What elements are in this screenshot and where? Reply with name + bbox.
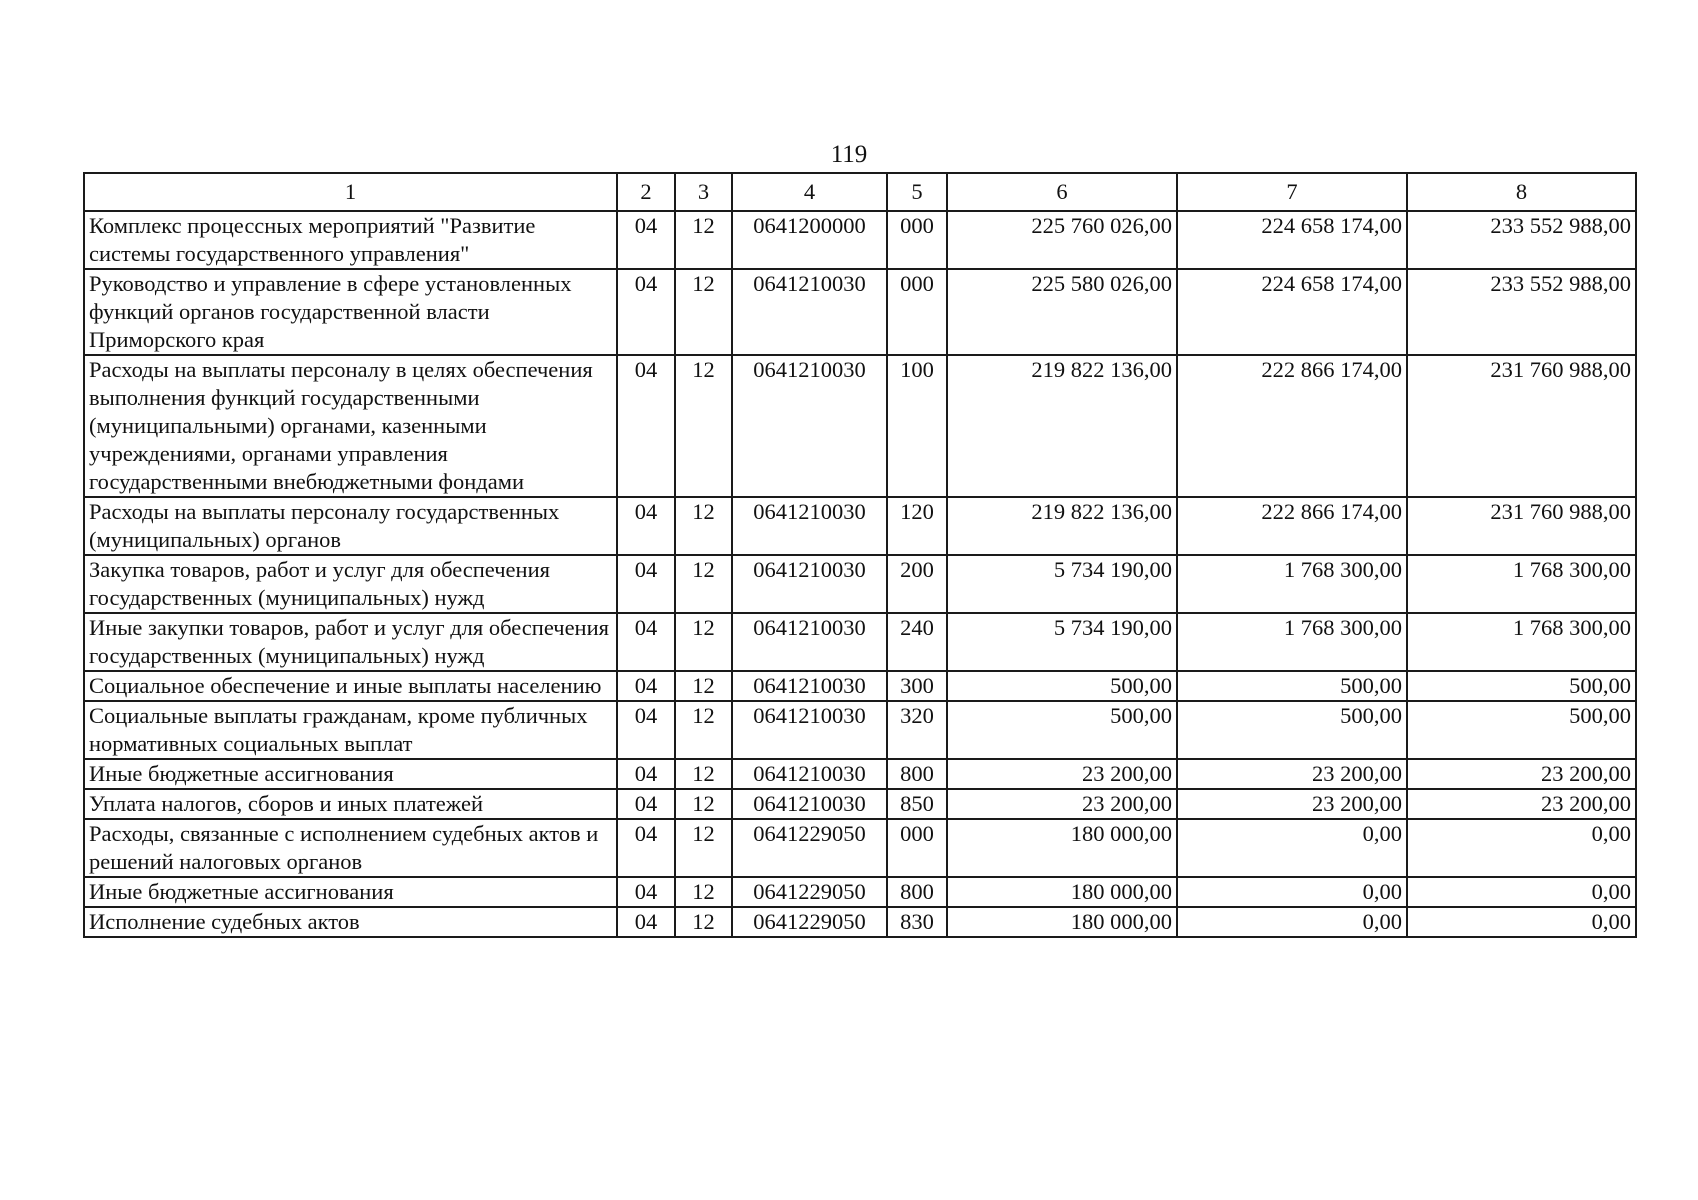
- row-expense-type: 850: [887, 789, 947, 819]
- row-section: 04: [617, 907, 675, 937]
- row-amount-8: 1 768 300,00: [1407, 555, 1636, 613]
- row-expense-type: 800: [887, 877, 947, 907]
- row-amount-6: 5 734 190,00: [947, 613, 1177, 671]
- row-amount-8: 0,00: [1407, 907, 1636, 937]
- row-expense-type: 240: [887, 613, 947, 671]
- row-amount-8: 500,00: [1407, 671, 1636, 701]
- row-amount-6: 225 580 026,00: [947, 269, 1177, 355]
- row-subsection: 12: [675, 497, 732, 555]
- row-amount-8: 233 552 988,00: [1407, 269, 1636, 355]
- row-expense-type: 200: [887, 555, 947, 613]
- row-name: Расходы на выплаты персоналу государственных (муниципальных) органов: [84, 497, 617, 555]
- table-row: [84, 877, 1636, 907]
- column-header-3: 3: [675, 173, 732, 211]
- row-subsection: 12: [675, 211, 732, 269]
- column-header-6: 6: [947, 173, 1177, 211]
- row-section: 04: [617, 355, 675, 497]
- row-amount-6: 500,00: [947, 671, 1177, 701]
- column-header-7: 7: [1177, 173, 1407, 211]
- table-row: [84, 789, 1636, 819]
- row-amount-6: 500,00: [947, 701, 1177, 759]
- row-subsection: 12: [675, 701, 732, 759]
- table-row: [84, 907, 1636, 937]
- row-target-code: 0641210030: [732, 497, 887, 555]
- row-subsection: 12: [675, 877, 732, 907]
- row-amount-8: 231 760 988,00: [1407, 497, 1636, 555]
- row-amount-8: 23 200,00: [1407, 789, 1636, 819]
- budget-table: [83, 172, 1637, 938]
- table-row: [84, 613, 1636, 671]
- page-number: 119: [830, 141, 868, 168]
- row-amount-6: 225 760 026,00: [947, 211, 1177, 269]
- table-row: [84, 211, 1636, 269]
- row-target-code: 0641210030: [732, 555, 887, 613]
- row-expense-type: 300: [887, 671, 947, 701]
- row-amount-6: 23 200,00: [947, 789, 1177, 819]
- row-subsection: 12: [675, 671, 732, 701]
- row-amount-8: 1 768 300,00: [1407, 613, 1636, 671]
- row-amount-6: 180 000,00: [947, 877, 1177, 907]
- row-amount-7: 1 768 300,00: [1177, 555, 1407, 613]
- column-header-4: 4: [732, 173, 887, 211]
- row-target-code: 0641210030: [732, 671, 887, 701]
- row-amount-7: 500,00: [1177, 671, 1407, 701]
- row-amount-7: 222 866 174,00: [1177, 497, 1407, 555]
- row-target-code: 0641210030: [732, 759, 887, 789]
- row-amount-7: 23 200,00: [1177, 759, 1407, 789]
- row-section: 04: [617, 819, 675, 877]
- row-target-code: 0641210030: [732, 701, 887, 759]
- row-name: Иные бюджетные ассигнования: [84, 877, 617, 907]
- table-row: [84, 555, 1636, 613]
- row-name: Социальные выплаты гражданам, кроме публичных нормативных социальных выплат: [84, 701, 617, 759]
- row-amount-8: 0,00: [1407, 877, 1636, 907]
- row-amount-7: 0,00: [1177, 877, 1407, 907]
- row-subsection: 12: [675, 819, 732, 877]
- row-amount-7: 222 866 174,00: [1177, 355, 1407, 497]
- row-expense-type: 320: [887, 701, 947, 759]
- row-amount-7: 224 658 174,00: [1177, 211, 1407, 269]
- table-row: [84, 497, 1636, 555]
- header-row: [84, 173, 1636, 211]
- table-row: [84, 269, 1636, 355]
- row-name: Уплата налогов, сборов и иных платежей: [84, 789, 617, 819]
- row-target-code: 0641200000: [732, 211, 887, 269]
- table-row: [84, 701, 1636, 759]
- row-amount-7: 23 200,00: [1177, 789, 1407, 819]
- row-amount-6: 5 734 190,00: [947, 555, 1177, 613]
- row-amount-6: 180 000,00: [947, 819, 1177, 877]
- row-amount-6: 219 822 136,00: [947, 497, 1177, 555]
- row-name: Социальное обеспечение и иные выплаты населению: [84, 671, 617, 701]
- row-target-code: 0641210030: [732, 613, 887, 671]
- row-amount-8: 233 552 988,00: [1407, 211, 1636, 269]
- row-expense-type: 000: [887, 269, 947, 355]
- row-expense-type: 100: [887, 355, 947, 497]
- table-row: [84, 819, 1636, 877]
- row-target-code: 0641229050: [732, 819, 887, 877]
- row-expense-type: 000: [887, 819, 947, 877]
- row-name: Руководство и управление в сфере установленных функций органов государственной власти Приморского края: [84, 269, 617, 355]
- row-subsection: 12: [675, 789, 732, 819]
- row-amount-8: 23 200,00: [1407, 759, 1636, 789]
- row-target-code: 0641229050: [732, 907, 887, 937]
- row-target-code: 0641210030: [732, 355, 887, 497]
- row-expense-type: 120: [887, 497, 947, 555]
- row-target-code: 0641210030: [732, 789, 887, 819]
- column-header-8: 8: [1407, 173, 1636, 211]
- row-amount-8: 0,00: [1407, 819, 1636, 877]
- row-subsection: 12: [675, 355, 732, 497]
- row-amount-8: 500,00: [1407, 701, 1636, 759]
- row-subsection: 12: [675, 759, 732, 789]
- row-section: 04: [617, 211, 675, 269]
- row-section: 04: [617, 497, 675, 555]
- row-name: Расходы на выплаты персоналу в целях обеспечения выполнения функций государственными (муниципальными) органами, казенными учреждениями, органами управления государственными внебюджетными фондами: [84, 355, 617, 497]
- row-subsection: 12: [675, 907, 732, 937]
- row-expense-type: 000: [887, 211, 947, 269]
- row-amount-8: 231 760 988,00: [1407, 355, 1636, 497]
- column-header-5: 5: [887, 173, 947, 211]
- row-subsection: 12: [675, 555, 732, 613]
- column-header-2: 2: [617, 173, 675, 211]
- row-amount-6: 23 200,00: [947, 759, 1177, 789]
- row-section: 04: [617, 671, 675, 701]
- row-name: Комплекс процессных мероприятий "Развитие системы государственного управления": [84, 211, 617, 269]
- row-amount-7: 500,00: [1177, 701, 1407, 759]
- row-section: 04: [617, 613, 675, 671]
- row-target-code: 0641210030: [732, 269, 887, 355]
- row-subsection: 12: [675, 613, 732, 671]
- row-section: 04: [617, 555, 675, 613]
- row-amount-6: 180 000,00: [947, 907, 1177, 937]
- column-header-1: 1: [84, 173, 617, 211]
- row-expense-type: 830: [887, 907, 947, 937]
- table-row: [84, 355, 1636, 497]
- row-subsection: 12: [675, 269, 732, 355]
- row-section: 04: [617, 789, 675, 819]
- row-section: 04: [617, 701, 675, 759]
- row-target-code: 0641229050: [732, 877, 887, 907]
- row-amount-7: 1 768 300,00: [1177, 613, 1407, 671]
- row-amount-7: 0,00: [1177, 819, 1407, 877]
- row-amount-7: 224 658 174,00: [1177, 269, 1407, 355]
- row-amount-6: 219 822 136,00: [947, 355, 1177, 497]
- row-amount-7: 0,00: [1177, 907, 1407, 937]
- row-name: Исполнение судебных актов: [84, 907, 617, 937]
- row-name: Иные закупки товаров, работ и услуг для обеспечения государственных (муниципальных) нужд: [84, 613, 617, 671]
- row-section: 04: [617, 877, 675, 907]
- row-name: Расходы, связанные с исполнением судебных актов и решений налоговых органов: [84, 819, 617, 877]
- table-row: [84, 671, 1636, 701]
- table-row: [84, 759, 1636, 789]
- row-name: Закупка товаров, работ и услуг для обеспечения государственных (муниципальных) нужд: [84, 555, 617, 613]
- row-name: Иные бюджетные ассигнования: [84, 759, 617, 789]
- row-section: 04: [617, 759, 675, 789]
- row-expense-type: 800: [887, 759, 947, 789]
- row-section: 04: [617, 269, 675, 355]
